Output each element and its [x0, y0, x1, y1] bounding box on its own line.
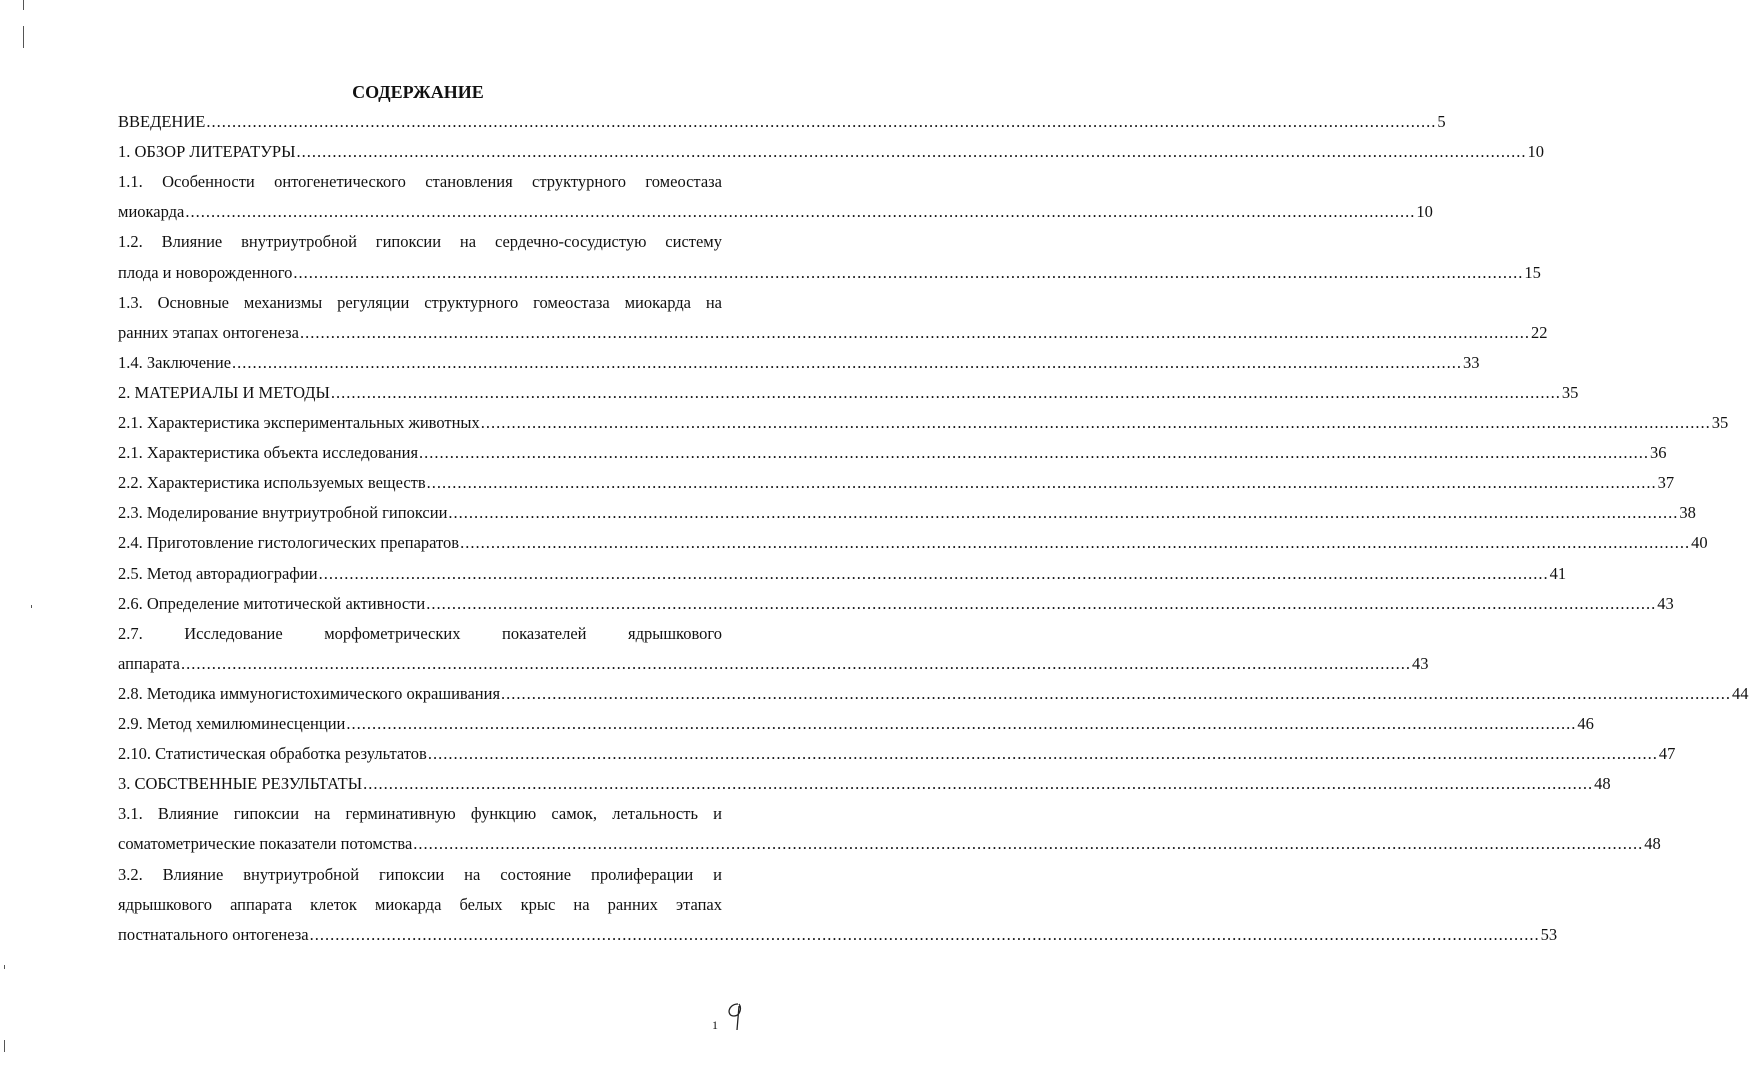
dot-leader: ................................................................................................................................................................................................................................................	[426, 473, 1657, 493]
toc-entry-label: ВВЕДЕНИЕ	[118, 112, 206, 131]
page-number: 1	[712, 1018, 718, 1032]
dot-leader: ................................................................................................................................................................................................................................................	[480, 413, 1711, 432]
toc-entry-line: 1.1. Особенности онтогенетического становления структурного гомеостаза	[118, 172, 722, 192]
toc-page-number: 53	[1540, 924, 1558, 944]
toc-entry-line: 3.1. Влияние гипоксии на герминативную функцию самок, летальность и	[118, 804, 722, 824]
toc-entry-line	[118, 438, 1667, 468]
dot-leader: ................................................................................................................................................................................................................................................	[419, 443, 1650, 463]
toc-entry-label: 2.2. Характеристика используемых веществ	[118, 473, 426, 493]
toc-entry-line: 2.7. Исследование морфометрических показателей ядрышкового	[118, 623, 722, 643]
dot-leader: ................................................................................................................................................................................................................................................	[426, 593, 1657, 613]
scan-edge-mark	[23, 26, 24, 48]
toc-page-number: 43	[1657, 593, 1674, 613]
dot-leader: ................................................................................................................................................................................................................................................	[293, 262, 1524, 282]
scan-edge-mark	[4, 1040, 5, 1052]
toc-entry-label: 1. ОБЗОР ЛИТЕРАТУРЫ	[118, 142, 296, 162]
toc-entry-line	[118, 709, 1594, 739]
toc-page-number: 5	[1437, 112, 1446, 131]
toc-page-number: 33	[1463, 352, 1480, 372]
toc-page-number: 36	[1650, 443, 1667, 463]
toc-page-number: 37	[1657, 473, 1675, 493]
dot-leader: ................................................................................................................................................................................................................................................	[460, 533, 1691, 553]
toc-entry-line	[118, 769, 1611, 799]
toc-entry-line	[118, 498, 1696, 528]
toc-page-number: 10	[1416, 202, 1433, 222]
toc-entry-line	[118, 258, 1541, 288]
toc-entry-label: 2.5. Метод авторадиографии	[118, 563, 318, 583]
dot-leader: ................................................................................................................................................................................................................................................	[448, 503, 1679, 523]
toc-page-number: 44	[1732, 683, 1749, 703]
toc-entry-label: соматометрические показатели потомства	[118, 834, 413, 854]
toc-entry-line	[118, 559, 1567, 589]
toc-entry-line	[118, 920, 1558, 950]
dot-leader: ................................................................................................................................................................................................................................................	[363, 774, 1594, 794]
toc-page-number: 35	[1561, 382, 1579, 402]
toc-entry-line	[118, 107, 1446, 137]
toc-entry-label: плода и новорожденного	[118, 262, 293, 282]
toc-page-number: 43	[1411, 653, 1429, 673]
dot-leader: ................................................................................................................................................................................................................................................	[318, 563, 1549, 583]
toc-entry-line	[118, 197, 1433, 227]
toc-page-number: 10	[1527, 142, 1544, 162]
dot-leader: ................................................................................................................................................................................................................................................	[185, 202, 1416, 222]
dot-leader: ................................................................................................................................................................................................................................................	[346, 714, 1577, 733]
toc-entry-line	[118, 378, 1579, 408]
toc-entry-label: 2.1. Характеристика объекта исследования	[118, 443, 419, 463]
page-title: СОДЕРЖАНИЕ	[352, 82, 484, 102]
toc-entry-label: 3. СОБСТВЕННЫЕ РЕЗУЛЬТАТЫ	[118, 774, 363, 794]
toc-page-number: 47	[1658, 744, 1676, 764]
dot-leader: ................................................................................................................................................................................................................................................	[413, 834, 1644, 854]
toc-entry-line	[118, 739, 1676, 769]
toc-page-number: 48	[1594, 774, 1611, 794]
dot-leader: ................................................................................................................................................................................................................................................	[501, 683, 1732, 703]
toc-entry-line: ядрышкового аппарата клеток миокарда белых крыс на ранних этапах	[118, 894, 722, 914]
toc-page-number: 48	[1644, 834, 1661, 854]
toc-page-number: 40	[1691, 533, 1708, 553]
scan-edge-mark	[23, 0, 24, 10]
toc-entry-line: 1.3. Основные механизмы регуляции структурного гомеостаза миокарда на	[118, 292, 722, 312]
toc-entry-label: 2.8. Методика иммуногистохимического окрашивания	[118, 683, 501, 703]
dot-leader: ................................................................................................................................................................................................................................................	[180, 653, 1411, 673]
handwritten-page-mark	[720, 1000, 750, 1034]
toc-entry-line	[118, 318, 1548, 348]
toc-entry-line: 1.2. Влияние внутриутробной гипоксии на сердечно-сосудистую систему	[118, 232, 722, 252]
toc-entry-line	[118, 649, 1429, 679]
toc-entry-line: 3.2. Влияние внутриутробной гипоксии на состояние пролиферации и	[118, 864, 722, 884]
toc-entry-label: 2.9. Метод хемилюминесценции	[118, 714, 346, 733]
toc-entry-label: 2.10. Статистическая обработка результатов	[118, 744, 427, 764]
toc-entry-line	[118, 589, 1674, 619]
toc-page-number: 41	[1549, 563, 1567, 583]
dot-leader: ................................................................................................................................................................................................................................................	[206, 112, 1437, 131]
dot-leader: ................................................................................................................................................................................................................................................	[309, 924, 1540, 944]
toc-entry-line	[118, 468, 1675, 498]
toc-entry-line	[118, 137, 1544, 167]
toc-page-number: 15	[1524, 262, 1541, 282]
toc-entry-label: постнатального онтогенеза	[118, 924, 309, 944]
scan-edge-mark	[31, 605, 32, 608]
toc-entry-label: ранних этапах онтогенеза	[118, 322, 299, 342]
toc-entry-label: 2.4. Приготовление гистологических препаратов	[118, 533, 460, 553]
dot-leader: ................................................................................................................................................................................................................................................	[232, 352, 1463, 372]
toc-entry-line	[118, 408, 1729, 438]
toc-entry-label: 2.1. Характеристика экспериментальных животных	[118, 413, 480, 432]
toc-entry-label: 2.6. Определение митотической активности	[118, 593, 426, 613]
toc-entry-line	[118, 348, 1480, 378]
dot-leader: ................................................................................................................................................................................................................................................	[296, 142, 1527, 162]
toc-page-number: 22	[1530, 322, 1548, 342]
toc-entry-label: 1.4. Заключение	[118, 352, 232, 372]
toc-page-number: 38	[1679, 503, 1696, 523]
dot-leader: ................................................................................................................................................................................................................................................	[299, 322, 1530, 342]
scan-edge-mark	[4, 965, 5, 969]
toc-page-number: 35	[1711, 413, 1729, 432]
toc-entry-label: аппарата	[118, 653, 180, 673]
toc-entry-line	[118, 829, 1661, 859]
dot-leader: ................................................................................................................................................................................................................................................	[427, 744, 1658, 764]
toc-page-number: 46	[1577, 714, 1594, 733]
toc-entry-line	[118, 679, 1749, 709]
dot-leader: ................................................................................................................................................................................................................................................	[330, 382, 1561, 402]
toc-entry-line	[118, 528, 1708, 558]
toc-entry-label: 2. МАТЕРИАЛЫ И МЕТОДЫ	[118, 382, 330, 402]
toc-entry-label: 2.3. Моделирование внутриутробной гипоксии	[118, 503, 448, 523]
toc-entry-label: миокарда	[118, 202, 185, 222]
